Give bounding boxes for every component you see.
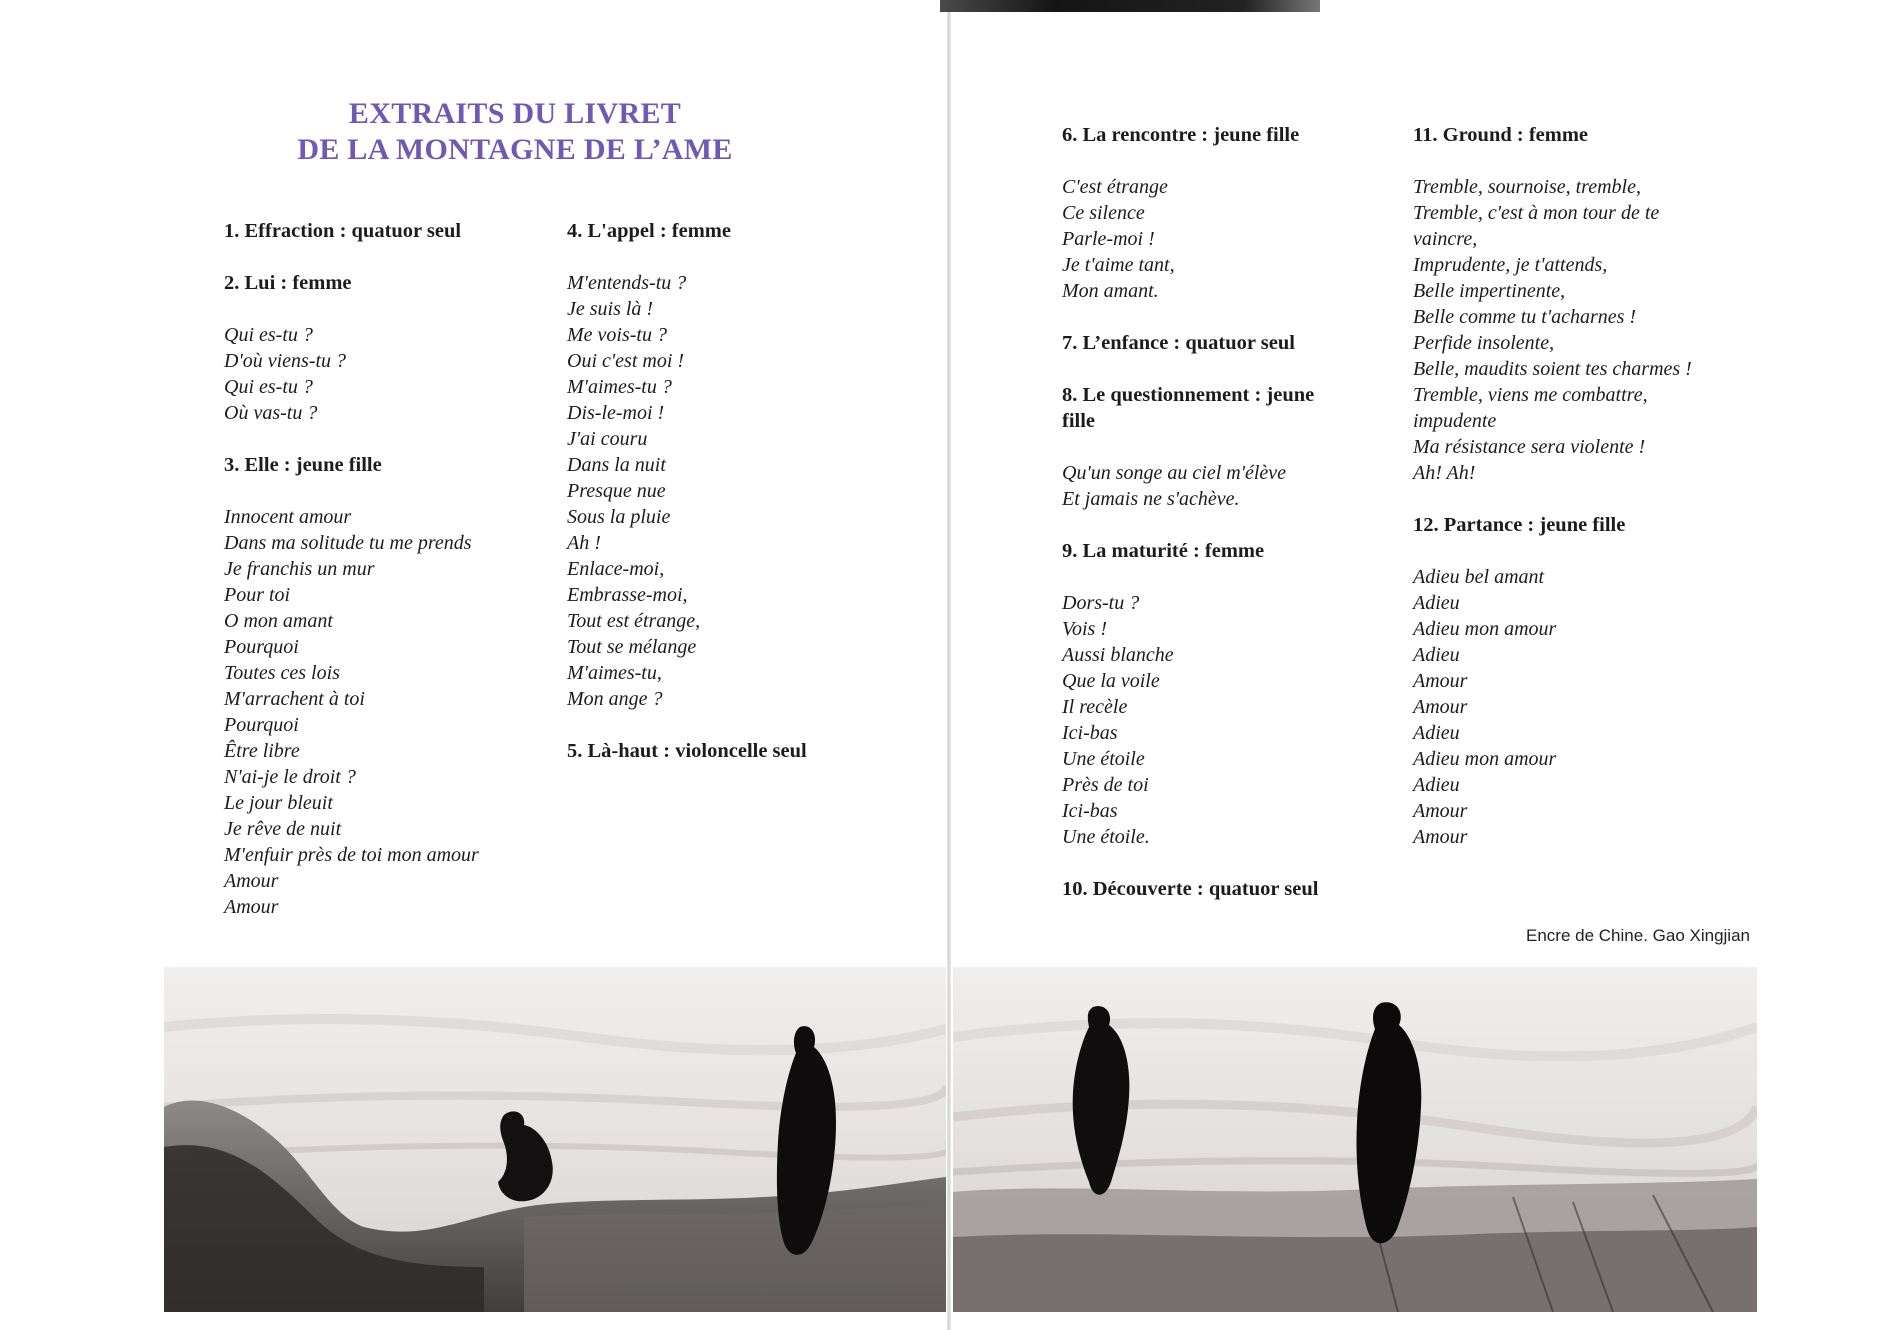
- section-6-heading: 6. La rencontre : jeune fille: [1062, 124, 1300, 146]
- verse-line: Pourquoi: [224, 636, 299, 658]
- verse-line: Je franchis un mur: [224, 558, 375, 580]
- verse-line: Amour: [1413, 800, 1468, 822]
- section-5-heading: 5. Là-haut : violoncelle seul: [567, 740, 807, 762]
- verse-line: Amour: [1413, 826, 1468, 848]
- verse-line: Amour: [224, 870, 279, 892]
- verse-line: Perfide insolente,: [1413, 332, 1555, 354]
- verse-line: Vois !: [1062, 618, 1107, 640]
- verse-line: Qu'un songe au ciel m'élève: [1062, 462, 1287, 484]
- verse-line: Presque nue: [567, 480, 666, 502]
- verse-line: Mon amant.: [1062, 280, 1159, 302]
- verse-line: M'aimes-tu,: [567, 662, 662, 684]
- verse-line: Mon ange ?: [567, 688, 663, 710]
- verse-line: Dans la nuit: [567, 454, 666, 476]
- verse-line: Sous la pluie: [567, 506, 671, 528]
- section-2-verse: [224, 322, 544, 426]
- section-7-heading: 7. L’enfance : quatuor seul: [1062, 332, 1295, 354]
- verse-line: Une étoile: [1062, 748, 1145, 770]
- verse-line: Pourquoi: [224, 714, 299, 736]
- verse-line: D'où viens-tu ?: [224, 350, 347, 372]
- ink-painting-right: [953, 967, 1757, 1312]
- verse-line: Amour: [1413, 696, 1468, 718]
- verse-line: Pour toi: [224, 584, 291, 606]
- verse-line: Amour: [224, 896, 279, 918]
- section-8-verse: [1062, 460, 1362, 512]
- verse-line: impudente: [1413, 410, 1497, 432]
- column-1: [224, 218, 544, 920]
- verse-line: vaincre,: [1413, 228, 1478, 250]
- verse-line: C'est étrange: [1062, 176, 1168, 198]
- verse-line: Dors-tu ?: [1062, 592, 1140, 614]
- verse-line: J'ai couru: [567, 428, 648, 450]
- verse-line: N'ai-je le droit ?: [224, 766, 356, 788]
- verse-line: Dans ma solitude tu me prends: [224, 532, 472, 554]
- column-4: [1413, 122, 1753, 850]
- section-12-heading: 12. Partance : jeune fille: [1413, 514, 1626, 536]
- verse-line: Je t'aime tant,: [1062, 254, 1175, 276]
- section-2-heading: 2. Lui : femme: [224, 272, 352, 294]
- section-9-verse: [1062, 590, 1362, 850]
- verse-line: Ah! Ah!: [1413, 462, 1476, 484]
- verse-line: M'aimes-tu ?: [567, 376, 672, 398]
- verse-line: Imprudente, je t'attends,: [1413, 254, 1608, 276]
- verse-line: Adieu: [1413, 774, 1460, 796]
- verse-line: Tout est étrange,: [567, 610, 701, 632]
- page-title: [230, 96, 800, 168]
- verse-line: Adieu: [1413, 644, 1460, 666]
- section-8-heading-line-2: fille: [1062, 410, 1096, 432]
- verse-line: Tremble, sournoise, tremble,: [1413, 176, 1641, 198]
- verse-line: M'entends-tu ?: [567, 272, 687, 294]
- verse-line: M'enfuir près de toi mon amour: [224, 844, 479, 866]
- ink-painting-left: [164, 967, 946, 1312]
- section-4-heading: 4. L'appel : femme: [567, 220, 731, 242]
- page-gutter: [947, 0, 951, 1330]
- verse-line: Belle impertinente,: [1413, 280, 1566, 302]
- verse-line: O mon amant: [224, 610, 333, 632]
- verse-line: Qui es-tu ?: [224, 324, 313, 346]
- title-line-2: DE LA MONTAGNE DE L’AME: [297, 133, 733, 166]
- verse-line: Parle-moi !: [1062, 228, 1155, 250]
- verse-line: Ici-bas: [1062, 722, 1118, 744]
- verse-line: Près de toi: [1062, 774, 1149, 796]
- verse-line: Oui c'est moi !: [567, 350, 685, 372]
- section-11-verse: [1413, 174, 1753, 486]
- verse-line: Embrasse-moi,: [567, 584, 688, 606]
- verse-line: Être libre: [224, 740, 300, 762]
- title-line-1: EXTRAITS DU LIVRET: [348, 97, 682, 130]
- verse-line: Tout se mélange: [567, 636, 697, 658]
- verse-line: Qui es-tu ?: [224, 376, 313, 398]
- section-4-verse: [567, 270, 887, 712]
- verse-line: Et jamais ne s'achève.: [1062, 488, 1240, 510]
- section-1-heading: 1. Effraction : quatuor seul: [224, 220, 462, 242]
- verse-line: Ma résistance sera violente !: [1413, 436, 1646, 458]
- verse-line: M'arrachent à toi: [224, 688, 365, 710]
- verse-line: Belle, maudits soient tes charmes !: [1413, 358, 1692, 380]
- verse-line: Adieu: [1413, 592, 1460, 614]
- verse-line: Tremble, c'est à mon tour de te: [1413, 202, 1660, 224]
- section-3-heading: 3. Elle : jeune fille: [224, 454, 382, 476]
- verse-line: Ici-bas: [1062, 800, 1118, 822]
- verse-line: Que la voile: [1062, 670, 1160, 692]
- section-8-heading: [1062, 382, 1362, 434]
- verse-line: Dis-le-moi !: [567, 402, 665, 424]
- verse-line: Il recèle: [1062, 696, 1128, 718]
- section-6-verse: [1062, 174, 1362, 304]
- scan-edge-shadow: [940, 0, 1320, 12]
- verse-line: Innocent amour: [224, 506, 352, 528]
- verse-line: Une étoile.: [1062, 826, 1150, 848]
- verse-line: Je rêve de nuit: [224, 818, 342, 840]
- section-3-verse: [224, 504, 544, 920]
- column-3: [1062, 122, 1362, 902]
- verse-line: Le jour bleuit: [224, 792, 333, 814]
- verse-line: Ce silence: [1062, 202, 1145, 224]
- column-2: [567, 218, 887, 764]
- verse-line: Enlace-moi,: [567, 558, 665, 580]
- verse-line: Ah !: [567, 532, 601, 554]
- section-9-heading: 9. La maturité : femme: [1062, 540, 1265, 562]
- verse-line: Adieu mon amour: [1413, 618, 1557, 640]
- painting-caption: Encre de Chine. Gao Xingjian: [1526, 926, 1750, 945]
- verse-line: Je suis là !: [567, 298, 654, 320]
- verse-line: Belle comme tu t'acharnes !: [1413, 306, 1637, 328]
- verse-line: Adieu: [1413, 722, 1460, 744]
- section-10-heading: 10. Découverte : quatuor seul: [1062, 878, 1319, 900]
- section-11-heading: 11. Ground : femme: [1413, 124, 1589, 146]
- verse-line: Toutes ces lois: [224, 662, 340, 684]
- verse-line: Aussi blanche: [1062, 644, 1174, 666]
- verse-line: Me vois-tu ?: [567, 324, 667, 346]
- verse-line: Tremble, viens me combattre,: [1413, 384, 1648, 406]
- verse-line: Adieu bel amant: [1413, 566, 1545, 588]
- verse-line: Où vas-tu ?: [224, 402, 318, 424]
- section-12-verse: [1413, 564, 1753, 850]
- verse-line: Amour: [1413, 670, 1468, 692]
- verse-line: Adieu mon amour: [1413, 748, 1557, 770]
- section-8-heading-line-1: 8. Le questionnement : jeune: [1062, 384, 1315, 406]
